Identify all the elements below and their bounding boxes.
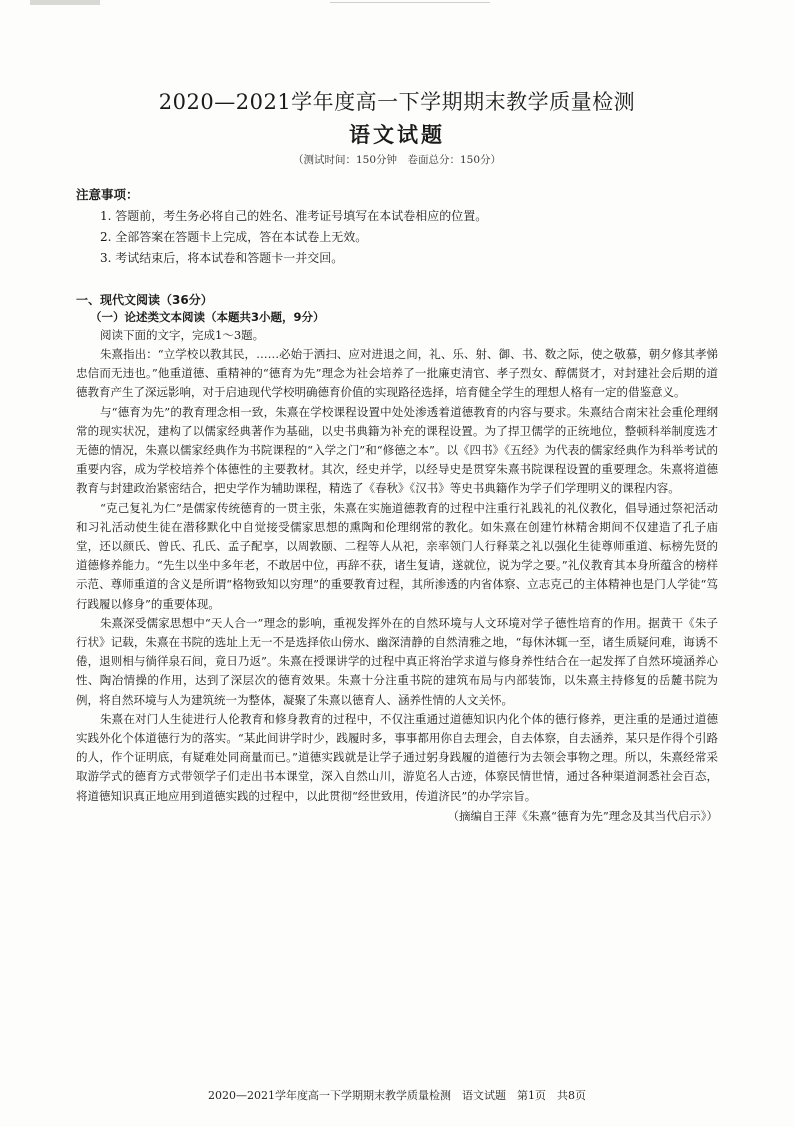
note-item: 3. 考试结束后，将本试卷和答题卡一并交回。 xyxy=(100,251,344,265)
subsection-title: （一）论述类文本阅读（本题共3小题，9分） xyxy=(90,310,325,324)
reading-instruction: 阅读下面的文字，完成1～3题。 xyxy=(100,328,265,342)
section-title: 一、现代文阅读（36分） xyxy=(76,293,213,307)
exam-page xyxy=(76,88,718,826)
note-item: 1. 答题前，考生务必将自己的姓名、准考证号填写在本试卷相应的位置。 xyxy=(100,209,488,223)
notes-title: 注意事项： xyxy=(76,187,139,202)
note-item: 2. 全部答案在答题卡上完成，答在本试卷上无效。 xyxy=(100,230,368,244)
article-paragraph: 朱熹在对门人生徒进行人伦教育和修身教育的过程中，不仅注重通过道德知识内化个体的德行修养，更注重的是通过道德实践外化个体道德行为的落实。“某此间讲学时少，践履时多，事事都用你自去理会，自去体察，自去涵养，某只是作得个引路的人，作个证明底，有疑难处同商量而已。”道德实践就是让学子通过躬身践履的道德行为去领会事物之理。所以，朱熹经常采取游学式的德育方式带领学子们走出书本课堂，深入自然山川，游览名人古迹，体察民情世情，通过各种渠道洞悉社会百态，将道德知识真正地应用到道德实践的过程中，以此贯彻“经世致用，传道济民”的办学宗旨。 xyxy=(76,711,718,803)
page-footer: 2020—2021学年度高一下学期期末教学质量检测 语文试题 第1页 共8页 xyxy=(208,1089,586,1102)
scan-artifact-line xyxy=(330,2,490,3)
article-paragraph: 朱熹深受儒家思想中“天人合一”理念的影响，重视发挥外在的自然环境与人文环境对学子德性培育的作用。据黄干《朱子行状》记载，朱熹在书院的选址上无一不是选择依山傍水、幽深清静的自然清雅之地，“每休沐辄一至，诸生质疑问难，诲诱不倦，退则相与徜徉泉石间，竟日乃返”。朱熹在授课讲学的过程中真正将治学求道与修身养性结合在一起发挥了自然环境涵养心性、陶冶情操的作用，达到了深层次的德育效果。朱熹十分注重书院的建筑布局与内部装饰，以朱熹主持修复的岳麓书院为例，将自然环境与人为建筑统一为整体，凝聚了朱熹以德育人、涵养性情的人文关怀。 xyxy=(76,615,718,707)
scan-artifact-mark xyxy=(30,0,100,5)
article-paragraph: 朱熹指出：“立学校以教其民，……必始于洒扫、应对进退之间，礼、乐、射、御、书、数之际，使之敬慕，朝夕修其孝悌忠信而无违也。”他重道德、重精神的“德育为先”理念为社会培养了一批廉吏清官、孝子烈女、醇儒贤才，对封建社会后期的道德教育产生了深远影响，对于启迪现代学校明确德育价值的实现路径选择，培育健全学生的理想人格有一定的借鉴意义。 xyxy=(76,347,718,400)
article-paragraph: 与“德育为先”的教育理念相一致，朱熹在学校课程设置中处处渗透着道德教育的内容与要求。朱熹结合南宋社会重伦理纲常的现实状况，建构了以儒家经典著作为基础，以史书典籍为补充的课程设置。为了捍卫儒学的正统地位，整顿科举制度选才无德的情况，朱熹以儒家经典作为书院课程的“入学之门”和“修德之本”。以《四书》《五经》为代表的儒家经典作为科举考试的重要内容，成为学校培养个体德性的主要教材。其次，经史并学，以经导史是贯穿朱熹书院课程设置的重要理念。朱熹将道德教育与封建政治紧密结合，把史学作为辅助课程，精选了《春秋》《汉书》等史书典籍作为学子们学理明义的课程内容。 xyxy=(76,404,718,496)
article-source: （摘编自王萍《朱熹“德育为先”理念及其当代启示》） xyxy=(447,808,718,823)
article-paragraph: “克己复礼为仁”是儒家传统德育的一贯主张，朱熹在实施道德教育的过程中注重行礼践礼的礼仪教化，倡导通过祭祀活动和习礼活动使生徒在潜移默化中自觉接受儒家思想的熏陶和伦理纲常的教化。如朱熹在创建竹林精舍期间不仅建造了孔子庙堂，还以颜氏、曾氏、孔氏、孟子配享，以周敦颐、二程等人从祀，亲率领门人行释菜之礼以强化生徒尊师重道、标榜先贤的道德修养能力。“先生以坐中多年老，不敢居中位，再辞不获，诸生复请，遂就位，说为学之要。”礼仪教育其本身所蕴含的榜样示范、尊师重道的含义是所谓“格物致知以穷理”的重要教育过程，其所渗透的内省体察、立志克己的主体精神也是门人学徒“笃行践履以修身”的重要体现。 xyxy=(76,500,718,611)
exam-title: 2020—2021学年度高一下学期期末教学质量检测 xyxy=(158,90,636,114)
exam-meta: （测试时间：150分钟 卷面总分：150分） xyxy=(292,154,502,166)
exam-subtitle: 语文试题 xyxy=(349,122,445,147)
